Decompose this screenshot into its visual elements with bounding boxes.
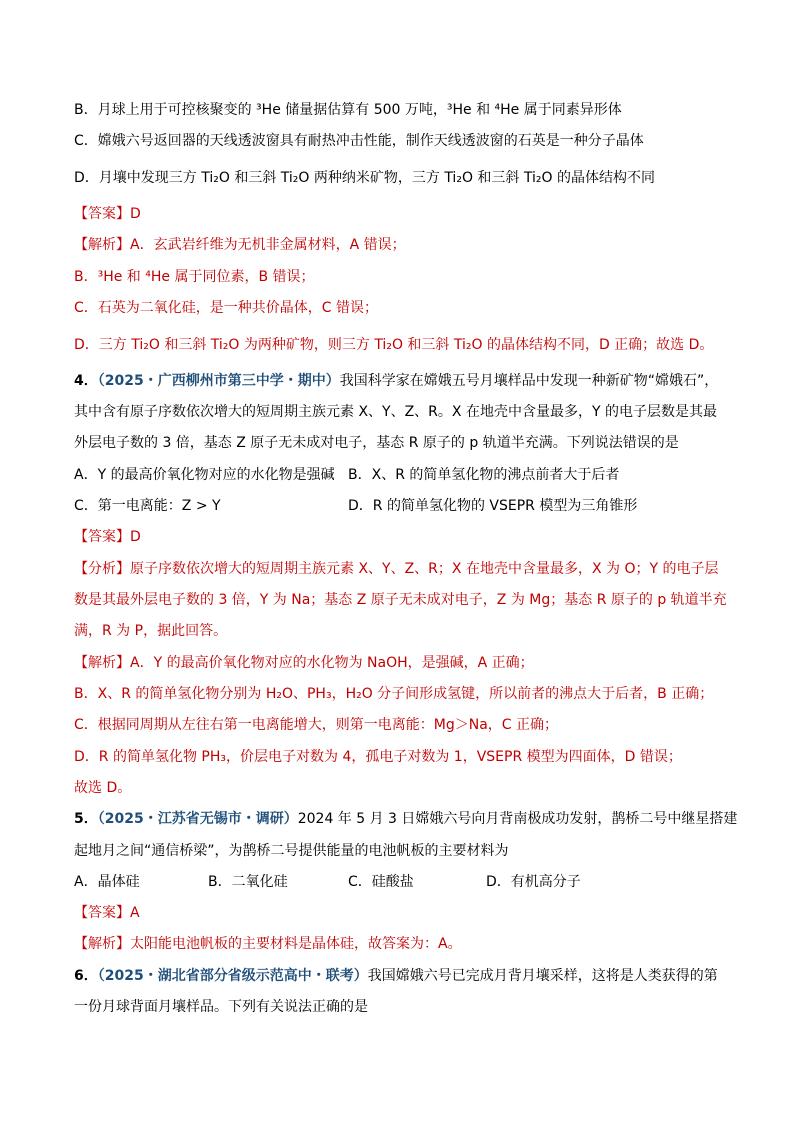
question-stem: 我国科学家在嫦娥五号月壤样品中发现一种新矿物“嫦娥石”，: [339, 373, 719, 389]
q3-analysis-d: D．三方 Ti₂O 和三斜 Ti₂O 为两种矿物，则三方 Ti₂O 和三斜 Ti₂O 的晶体结构不同，D 正确；故选 D。: [74, 337, 714, 353]
q3-analysis-c: C．石英为二氧化硅，是一种共价晶体，C 错误；: [74, 300, 378, 316]
q5-option-c: C．硅酸盐: [348, 874, 414, 890]
q4-stem-line2: 其中含有原子序数依次增大的短周期主族元素 X、Y、Z、R。X 在地壳中含量最多，Y 的电子层数是其最: [74, 404, 717, 420]
q5-option-b: B．二氧化硅: [208, 874, 288, 890]
answer-value: D: [130, 529, 141, 545]
q5-stem-line2: 起地月之间“通信桥梁”，为鹊桥二号提供能量的电池帆板的主要材料为: [74, 843, 509, 859]
answer-label: 【答案】: [74, 206, 130, 222]
analysis-text: A．Y 的最高价氧化物对应的水化物为 NaOH，是强碱，A 正确；: [130, 655, 534, 671]
q5-answer: [74, 904, 140, 922]
q3-option-c: C．嫦娥六号返回器的天线透波窗具有耐热冲击性能，制作天线透波窗的石英是一种分子晶体: [74, 133, 644, 149]
q4-option-d: D．R 的简单氢化物的 VSEPR 模型为三角锥形: [348, 498, 638, 514]
analysis-text: 太阳能电池帆板的主要材料是晶体硅，故答案为：A。: [130, 936, 462, 952]
q4-stem-line1: [74, 372, 718, 390]
q3-answer: [74, 205, 141, 223]
answer-value: A: [130, 905, 140, 921]
analysis-text: A．玄武岩纤维为无机非金属材料，A 错误；: [130, 237, 406, 253]
question-number: 5．: [74, 811, 98, 827]
answer-label: 【答案】: [74, 529, 130, 545]
q4-fenxi-line3: 满，R 为 P，据此回答。: [74, 623, 228, 639]
question-stem: 2024 年 5 月 3 日嫦娥六号向月背南极成功发射，鹊桥二号中继星搭建: [297, 811, 738, 827]
question-number: 4．: [74, 373, 98, 389]
analysis-label: 【解析】: [74, 237, 130, 253]
analysis-label: 【解析】: [74, 655, 130, 671]
q5-option-d: D．有机高分子: [486, 874, 581, 890]
q5-analysis: [74, 935, 462, 953]
q3-analysis-a: [74, 236, 406, 254]
q4-fenxi-line1: [74, 560, 718, 578]
q4-analysis-b: B．X、R 的简单氢化物分别为 H₂O、PH₃，H₂O 分子间形成氢键，所以前者的沸点大于后者，B 正确；: [74, 686, 714, 702]
fenxi-label: 【分析】: [74, 561, 130, 577]
q4-analysis-a: [74, 654, 534, 672]
q4-conclusion: 故选 D。: [74, 780, 132, 796]
q3-analysis-b: B．³He 和 ⁴He 属于同位素，B 错误；: [74, 269, 315, 285]
question-source: （2025・湖北省部分省级示范高中・联考）: [97, 968, 368, 984]
question-number: 6．: [74, 968, 98, 984]
question-source: （2025・广西柳州市第三中学・期中）: [97, 373, 340, 389]
q4-option-c: C．第一电离能：Z > Y: [74, 498, 221, 514]
q4-option-a: A．Y 的最高价氧化物对应的水化物是强碱: [74, 467, 335, 483]
q6-stem-line1: [74, 967, 718, 985]
fenxi-text: 原子序数依次增大的短周期主族元素 X、Y、Z、R；X 在地壳中含量最多，X 为 O；Y 的电子层: [130, 561, 719, 577]
answer-label: 【答案】: [74, 905, 130, 921]
q4-answer: [74, 528, 141, 546]
q4-analysis-d: D．R 的简单氢化物 PH₃，价层电子对数为 4，孤电子对数为 1，VSEPR 模型为四面体，D 错误；: [74, 749, 682, 765]
q4-fenxi-line2: 数是其最外层电子数的 3 倍，Y 为 Na；基态 Z 原子无未成对电子，Z 为 Mg；基态 R 原子的 p 轨道半充: [74, 592, 727, 608]
answer-value: D: [130, 206, 141, 222]
question-stem: 我国嫦娥六号已完成月背月壤采样，这将是人类获得的第: [367, 968, 718, 984]
q4-analysis-c: C．根据同周期从左往右第一电离能增大，则第一电离能：Mg＞Na，C 正确；: [74, 717, 559, 733]
q4-stem-line3: 外层电子数的 3 倍，基态 Z 原子无未成对电子，基态 R 原子的 p 轨道半充满。下列说法错误的是: [74, 435, 679, 451]
analysis-label: 【解析】: [74, 936, 130, 952]
question-source: （2025・江苏省无锡市・调研）: [97, 811, 298, 827]
q4-option-b: B．X、R 的简单氢化物的沸点前者大于后者: [348, 467, 620, 483]
q5-option-a: A．晶体硅: [74, 874, 140, 890]
q3-option-d: D．月壤中发现三方 Ti₂O 和三斜 Ti₂O 两种纳米矿物，三方 Ti₂O 和三斜 Ti₂O 的晶体结构不同: [74, 170, 655, 186]
q5-stem-line1: [74, 810, 737, 828]
q3-option-b: B．月球上用于可控核聚变的 ³He 储量据估算有 500 万吨，³He 和 ⁴He 属于同素异形体: [74, 102, 622, 118]
q6-stem-line2: 一份月球背面月壤样品。下列有关说法正确的是: [74, 999, 368, 1015]
